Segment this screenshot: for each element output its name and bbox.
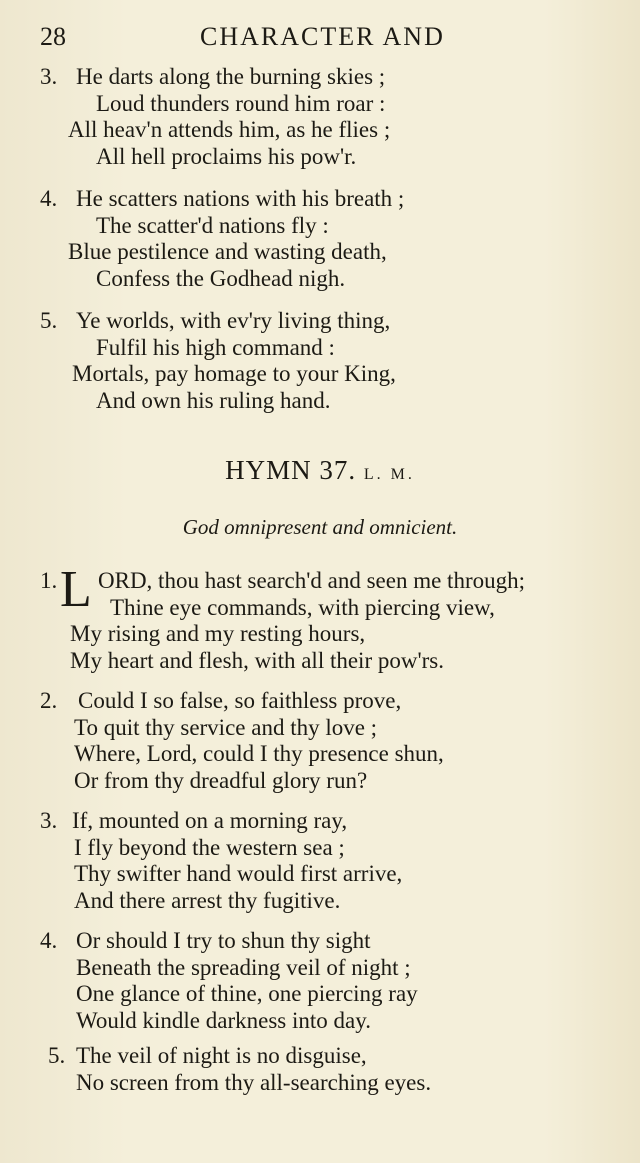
stanza-line: 3. If, mounted on a morning ray,: [40, 808, 348, 833]
stanza-line: 5. The veil of night is no disguise,: [48, 1043, 367, 1068]
stanza-line: 3. He darts along the burning skies ;: [40, 64, 386, 89]
stanza-line: 4. Or should I try to shun thy sight: [40, 928, 371, 953]
stanza-number: 5.: [48, 1043, 66, 1068]
page-number: 28: [40, 22, 66, 51]
stanza-line: 1. L ORD, thou hast search'd and seen me through;: [40, 561, 525, 618]
running-head: CHARACTER AND: [200, 22, 445, 51]
stanza: [40, 308, 630, 414]
stanza-number: 4.: [40, 928, 58, 953]
drop-cap: L: [60, 561, 92, 618]
stanza-line: Beneath the spreading veil of night ;: [76, 954, 411, 980]
stanza: [40, 64, 630, 170]
stanza-line: Mortals, pay homage to your King,: [72, 361, 396, 386]
stanza: [40, 688, 630, 794]
stanza-line: All heav'n attends him, as he flies ;: [68, 117, 391, 142]
hymn-number: HYMN 37.: [225, 455, 357, 485]
stanza-number: 2.: [40, 688, 58, 713]
stanza: [40, 928, 630, 1034]
stanza-line: One glance of thine, one piercing ray: [76, 981, 418, 1006]
stanza-line: Fulfil his high command :: [96, 334, 335, 360]
stanza: [40, 186, 630, 292]
stanza-line: My rising and my resting hours,: [70, 621, 366, 646]
hymn-title: [0, 455, 640, 486]
stanza-line: And there arrest thy fugitive.: [74, 887, 341, 913]
stanza-line: Where, Lord, could I thy presence shun,: [74, 741, 444, 766]
stanza-line: All hell proclaims his pow'r.: [96, 143, 357, 169]
stanza-line: 4. He scatters nations with his breath ;: [40, 186, 405, 211]
stanza-line: And own his ruling hand.: [96, 387, 331, 413]
stanza-number: 4.: [40, 186, 58, 211]
stanza-line: Blue pestilence and wasting death,: [68, 239, 387, 264]
stanza-number: 3.: [40, 808, 58, 833]
stanza-line: No screen from thy all-searching eyes.: [76, 1069, 432, 1095]
hymn-meter: L. M.: [363, 466, 415, 483]
stanza-line: Thy swifter hand would first arrive,: [74, 861, 403, 886]
stanza-line: 2. Could I so false, so faithless prove,: [40, 688, 402, 713]
stanza-number: 5.: [40, 308, 58, 333]
stanza-line: I fly beyond the western sea ;: [74, 834, 345, 860]
stanza-number: 3.: [40, 64, 58, 89]
stanza-line: My heart and flesh, with all their pow'rs.: [70, 647, 444, 673]
stanza-line: 5. Ye worlds, with ev'ry living thing,: [40, 308, 391, 333]
hymn-subtitle: God omnipresent and omnicient.: [182, 515, 458, 539]
stanza-number: 1.: [40, 568, 58, 593]
stanza-line: Would kindle darkness into day.: [76, 1007, 371, 1033]
stanza-line: Confess the Godhead nigh.: [96, 265, 346, 291]
stanza-line: Or from thy dreadful glory run?: [74, 767, 368, 793]
stanza-line: The scatter'd nations fly :: [96, 212, 329, 238]
stanza-line: To quit thy service and thy love ;: [74, 714, 378, 740]
stanza-line: Loud thunders round him roar :: [96, 90, 386, 116]
stanza: [40, 808, 630, 914]
stanza: [40, 1043, 630, 1096]
stanza-line: Thine eye commands, with piercing view,: [110, 594, 495, 620]
page-header: [40, 22, 600, 54]
stanza: [40, 561, 630, 674]
